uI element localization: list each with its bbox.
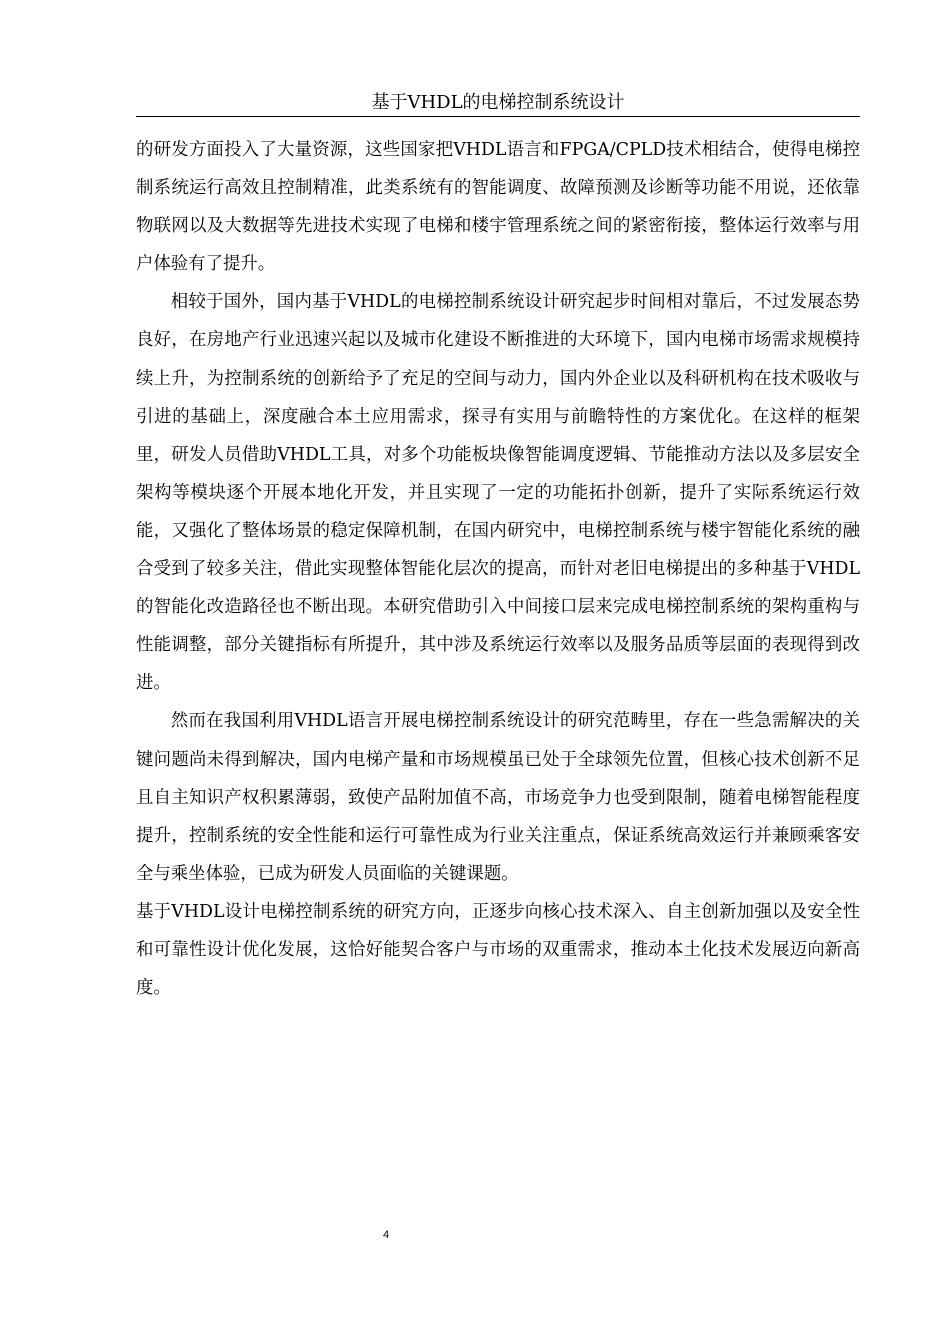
running-header: 基于VHDL的电梯控制系统设计 [371,92,625,113]
paragraph-key-problems: 然而在我国利用VHDL语言开展电梯控制系统设计的研究范畴里，存在一些急需解决的关键问题尚未得到解决，国内电梯产量和市场规模虽已处于全球领先位置，但核心技术创新不足且自主知识产权积累薄弱，致使产品附加值不高，市场竞争力也受到限制，随着电梯智能程度提升，控制系统的安全性能和运行可靠性成为行业关注重点，保证系统高效运行并兼顾乘客安全与乘坐体验，已成为研发人员面临的关键课题。 [136,711,860,884]
paragraph-research-direction: 基于VHDL设计电梯控制系统的研究方向，正逐步向核心技术深入、自主创新加强以及安全性和可靠性设计优化发展，这恰好能契合客户与市场的双重需求，推动本土化技术发展迈向新高度。 [136,901,860,999]
paragraph-domestic-research: 相较于国外，国内基于VHDL的电梯控制系统设计研究起步时间相对靠后，不过发展态势良好，在房地产行业迅速兴起以及城市化建设不断推进的大环境下，国内电梯市场需求规模持续上升，为控制系统的创新给予了充足的空间与动力，国内外企业以及科研机构在技术吸收与引进的基础上，深度融合本土应用需求，探寻有实用与前瞻特性的方案优化。在这样的框架里，研发人员借助VHDL工具，对多个功能板块像智能调度逻辑、节能推动方法以及多层安全架构等模块逐个开展本地化开发，并且实现了一定的功能拓扑创新，提升了实际系统运行效能，又强化了整体场景的稳定保障机制，在国内研究中，电梯控制系统与楼宇智能化系统的融合受到了较多关注，借此实现整体智能化层次的提高，而针对老旧电梯提出的多种基于VHDL的智能化改造路径也不断出现。本研究借助引入中间接口层来完成电梯控制系统的架构重构与性能调整，部分关键指标有所提升，其中涉及系统运行效率以及服务品质等层面的表现得到改进。 [136,292,860,694]
page-number: 4 [382,1229,390,1241]
header-rule [136,116,860,117]
body-text [136,131,860,1007]
paragraph-continued: 的研发方面投入了大量资源，这些国家把VHDL语言和FPGA/CPLD技术相结合，使得电梯控制系统运行高效且控制精准，此类系统有的智能调度、故障预测及诊断等功能不用说，还依靠物联网以及大数据等先进技术实现了电梯和楼宇管理系统之间的紧密衔接，整体运行效率与用户体验有了提升。 [136,140,860,275]
